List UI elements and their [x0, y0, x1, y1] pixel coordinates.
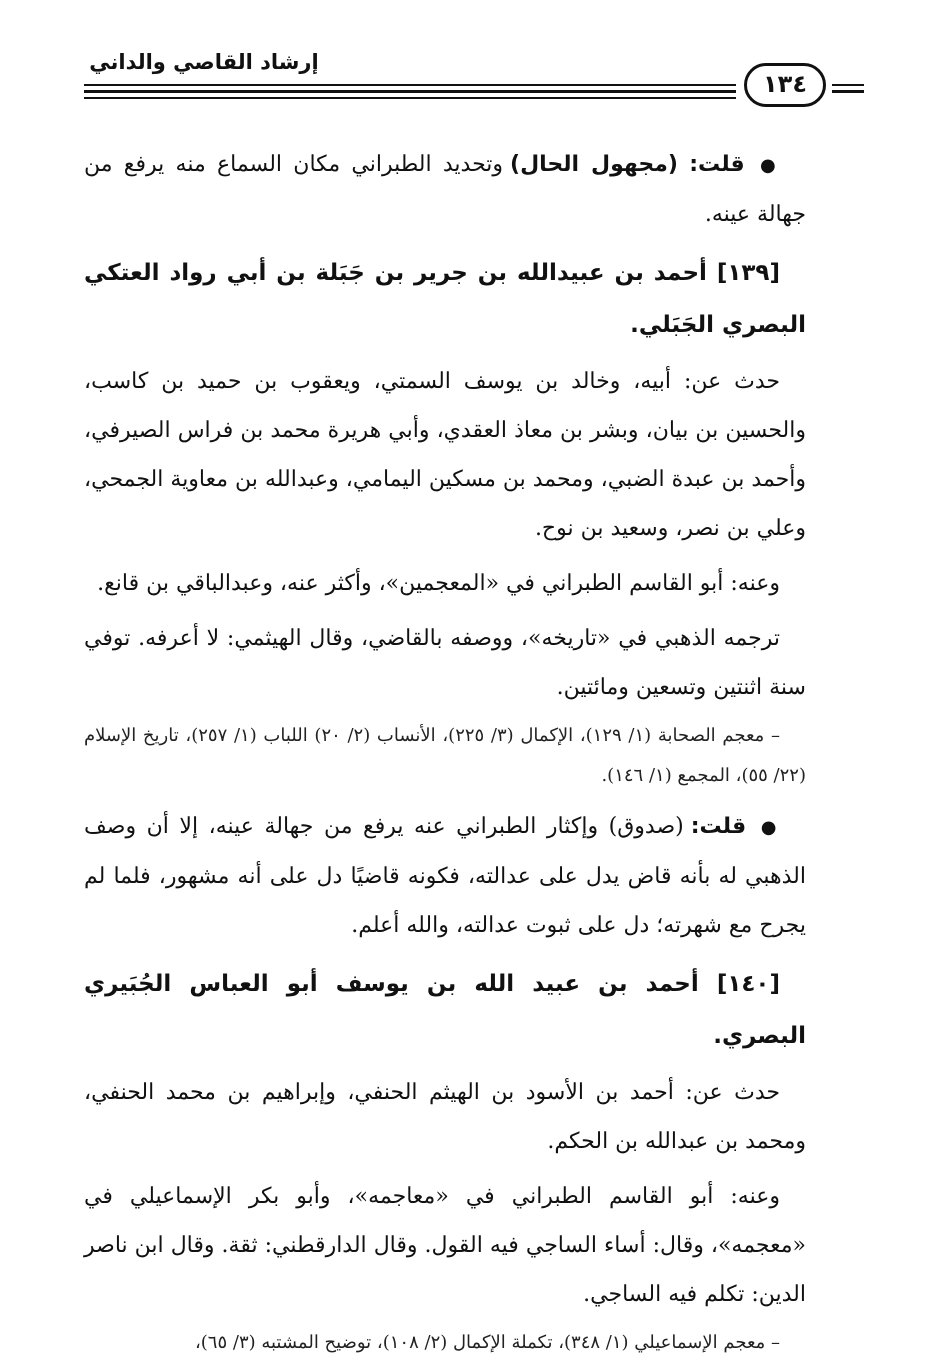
entry-139-conclusion [84, 802, 806, 950]
note-label: قلت: [689, 152, 745, 177]
header-rule [832, 90, 864, 93]
page-header [84, 40, 864, 110]
header-rule [84, 97, 736, 99]
entry-139-references: – معجم الصحابة (١/ ١٢٩)، الإكمال (٣/ ٢٢٥)، الأنساب (٢/ ٢٠) اللباب (١/ ٢٥٧)، تاريخ الإسلام (٢٢/ ٥٥)، المجمع (١/ ١٤٦). [84, 725, 806, 786]
header-rule [84, 90, 736, 93]
entry-139-biography: ترجمه الذهبي في «تاريخه»، ووصفه بالقاضي، وقال الهيثمي: لا أعرفه. توفي سنة اثنتين وتسعين ومائتين. [84, 626, 806, 700]
entry-139-narrated-from: حدث عن: أبيه، وخالد بن يوسف السمتي، ويعقوب بن حميد بن كاسب، والحسين بن بيان، وبشر بن معاذ العقدي، وأبي هريرة محمد بن فراس الصيرفي، وأحمد بن عبدة الضبي، ومحمد بن مسكين اليمامي، وعبدالله بن معاوية الجمحي، وعلي بن نصر، وسعيد بن نوح. [84, 369, 806, 541]
bullet-icon: ● [760, 817, 780, 838]
paragraph-note [84, 140, 806, 239]
page-number: ١٣٤ [744, 63, 826, 107]
entry-140-references: – معجم الإسماعيلي (١/ ٣٤٨)، تكملة الإكمال (٢/ ١٠٨)، توضيح المشتبه (٣/ ٦٥)، [194, 1332, 780, 1353]
verdict: (مجهول الحال) [510, 152, 678, 177]
entry-heading-139: [١٣٩] أحمد بن عبيدالله بن جرير بن جَبَلة بن أبي رواد العتكي البصري الجَبَلي. [84, 260, 806, 338]
note-label: قلت: [690, 814, 747, 839]
note-text: وتحديد الطبراني مكان السماع منه يرفع من جهالة عينه. [84, 152, 806, 227]
entry-139-narrators: وعنه: أبو القاسم الطبراني في «المعجمين»، وأكثر عنه، وعبدالباقي بن قانع. [97, 571, 780, 596]
entry-140-narrated-from: حدث عن: أحمد بن الأسود بن الهيثم الحنفي، وإبراهيم بن محمد الحنفي، ومحمد بن عبدالله بن الحكم. [84, 1080, 806, 1154]
page-body [84, 140, 806, 1363]
entry-140-narrators: وعنه: أبو القاسم الطبراني في «معاجمه»، وأبو بكر الإسماعيلي في «معجمه»، وقال: أساء الساجي فيه القول. وقال الدارقطني: ثقة. وقال ابن ناصر الدين: تكلم فيه الساجي. [84, 1184, 806, 1307]
entry-heading-140: [١٤٠] أحمد بن عبيد الله بن يوسف أبو العباس الجُبَيري البصري. [84, 971, 806, 1049]
conclusion-text: (صدوق) وإكثار الطبراني عنه يرفع من جهالة عينه، إلا أن وصف الذهبي له بأنه قاض يدل على عدالته، فكونه قاضيًا دل على أنه مشهور، فلما لم يجرح مع شهرته؛ دل على ثبوت عدالته، والله أعلم. [84, 814, 806, 938]
header-rule [832, 84, 864, 86]
header-rule [84, 84, 736, 86]
running-title: إرشاد القاصي والداني [89, 50, 319, 74]
bullet-icon: ● [760, 155, 780, 176]
